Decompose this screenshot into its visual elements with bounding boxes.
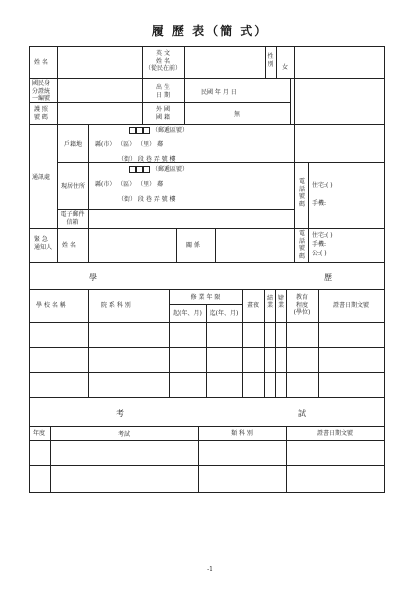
row-divider-name — [29, 78, 384, 79]
relation-label: 關 係 — [186, 242, 200, 249]
col-divider-label — [57, 46, 58, 262]
row-divider-id — [29, 102, 290, 103]
completed-column-header: 肄業 — [277, 295, 284, 309]
row-divider-household — [57, 162, 384, 163]
page-title: 履 歷 表（簡 式） — [151, 24, 269, 38]
edu-col-start — [206, 304, 207, 397]
row-divider-exam-cols — [29, 440, 384, 441]
start-column-header: 起(年、月) — [173, 310, 202, 317]
passport-label: 護 照 號 碼 — [34, 106, 48, 121]
exam-header-right: 試 — [298, 409, 306, 418]
household-label: 戶籍地 — [64, 141, 83, 148]
id-number-label: 國民身 分證統 一編號 — [32, 80, 51, 102]
row-divider-contact — [29, 228, 384, 229]
phone-home: 住宅:( ) — [312, 232, 333, 239]
table-border-top — [29, 46, 384, 47]
education-header-right: 歷 — [324, 273, 332, 282]
row-divider-exam-header — [29, 426, 384, 427]
phone-label: 電 話 號 碼 — [298, 178, 305, 208]
education-header-left: 學 — [89, 273, 97, 282]
birth-date-value: 民國 年 月 日 — [201, 89, 237, 96]
row-divider-passport — [29, 124, 384, 125]
zip-box[interactable] — [136, 127, 143, 134]
emergency-name-label: 姓 名 — [62, 242, 76, 249]
row-divider-edu-3 — [29, 397, 384, 398]
gender-value: 女 — [281, 64, 288, 71]
col-divider-phone-label — [308, 162, 309, 262]
zip-label: （郵遞區號） — [152, 127, 189, 134]
edu-col-graduate — [275, 289, 276, 397]
nationality-label: 外 國 國 籍 — [156, 106, 170, 121]
daytime-column-header: 畫夜 — [246, 302, 259, 309]
col-divider-address-label — [88, 124, 89, 228]
zip-label: （郵遞區號） — [152, 166, 189, 173]
graduate-column-header: 結業 — [266, 295, 273, 309]
current-address-label: 現居住所 — [61, 183, 86, 190]
col-divider-relation — [176, 228, 177, 262]
phone-home: 住宅:( ) — [312, 182, 333, 189]
table-border-left — [29, 46, 30, 493]
row-divider-current — [57, 209, 294, 210]
exam-grade-column-header: 類 科 別 — [231, 430, 253, 437]
edu-col-school — [88, 289, 89, 397]
nationality-value: 無 — [233, 111, 240, 118]
row-divider-emergency — [29, 262, 384, 263]
col-divider-relation-value — [215, 228, 216, 262]
col-divider-emergency-name — [88, 228, 89, 262]
exam-name-column-header: 考試 — [117, 431, 130, 438]
edu-col-dept — [169, 289, 170, 397]
address-line-2: （街） 段 巷 弄 號 樓 — [118, 156, 176, 163]
address-line-1: 縣(市） （區） （里） 鄰 — [95, 181, 164, 188]
gender-label: 性 別 — [267, 53, 274, 68]
english-name-label: 英 文 姓 名 （從民在前） — [144, 50, 181, 72]
zip-box[interactable] — [143, 127, 150, 134]
col-divider-photo-area — [294, 46, 295, 262]
department-column-header: 院 系 科 別 — [101, 302, 131, 309]
zip-box[interactable] — [129, 166, 136, 173]
zip-box[interactable] — [129, 127, 136, 134]
zip-box[interactable] — [136, 166, 143, 173]
exam-header-left: 考 — [116, 409, 124, 418]
row-divider-edu-header — [29, 289, 384, 290]
period-column-header: 修 業 年 限 — [190, 294, 221, 301]
emergency-contact-label: 緊 急 通知人 — [34, 236, 53, 251]
table-border-bottom — [29, 492, 384, 493]
exam-year-column-header: 年度 — [33, 430, 46, 437]
col-divider-photo — [290, 78, 291, 124]
table-border-right — [384, 46, 385, 493]
end-column-header: 迄(年、月) — [209, 310, 239, 317]
address-line-2: （街） 段 巷 弄 號 樓 — [118, 196, 176, 203]
phone-mobile: 手機: — [312, 241, 327, 248]
phone-mobile: 手機: — [312, 200, 327, 207]
email-label: 電子郵件 信箱 — [60, 211, 85, 226]
certificate-column-header: 證書日期文號 — [332, 302, 369, 309]
page-number: -1 — [207, 566, 213, 573]
contact-label: 通訊處 — [32, 174, 51, 181]
degree-column-header: 教育 程度 (學位) — [293, 294, 311, 316]
phone-office: 公:( ) — [312, 250, 327, 257]
phone-label: 電 話 號 碼 — [298, 230, 305, 260]
edu-col-daytime — [264, 289, 265, 397]
school-column-header: 學 校 名 稱 — [36, 302, 66, 309]
row-divider-exam-1 — [29, 465, 384, 466]
name-label: 姓 名 — [34, 59, 48, 66]
birth-date-label: 出 生 日 期 — [156, 84, 170, 99]
zip-box[interactable] — [143, 166, 150, 173]
exam-certificate-column-header: 證書日期文號 — [316, 430, 353, 437]
col-divider-gender-value — [276, 46, 277, 78]
address-line-1: 縣(市） （區） （里） 鄰 — [95, 141, 164, 148]
